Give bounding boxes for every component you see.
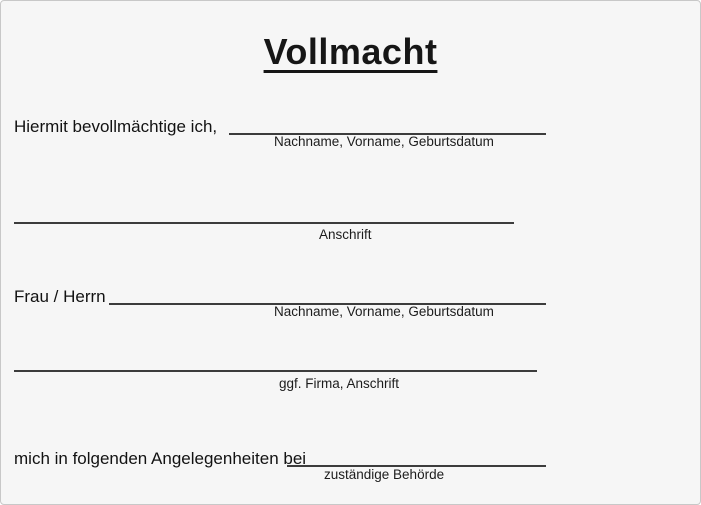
page-title-text: Vollmacht xyxy=(263,31,438,72)
principal-lead-text: Hiermit bevollmächtige ich, xyxy=(14,117,218,136)
agent-firm-blank-line xyxy=(14,370,537,372)
scope-authority-hint: zuständige Behörde xyxy=(324,467,445,482)
principal-name-hint: Nachname, Vorname, Geburtsdatum xyxy=(274,134,494,149)
principal-address-blank-line xyxy=(14,222,514,224)
agent-name-hint: Nachname, Vorname, Geburtsdatum xyxy=(274,304,494,319)
page-title xyxy=(1,31,700,73)
agent-lead-text: Frau / Herrn xyxy=(14,287,106,306)
principal-address-hint: Anschrift xyxy=(319,227,372,242)
agent-firm-hint: ggf. Firma, Anschrift xyxy=(279,376,400,391)
scope-lead-text: mich in folgenden Angelegenheiten bei xyxy=(14,449,307,468)
